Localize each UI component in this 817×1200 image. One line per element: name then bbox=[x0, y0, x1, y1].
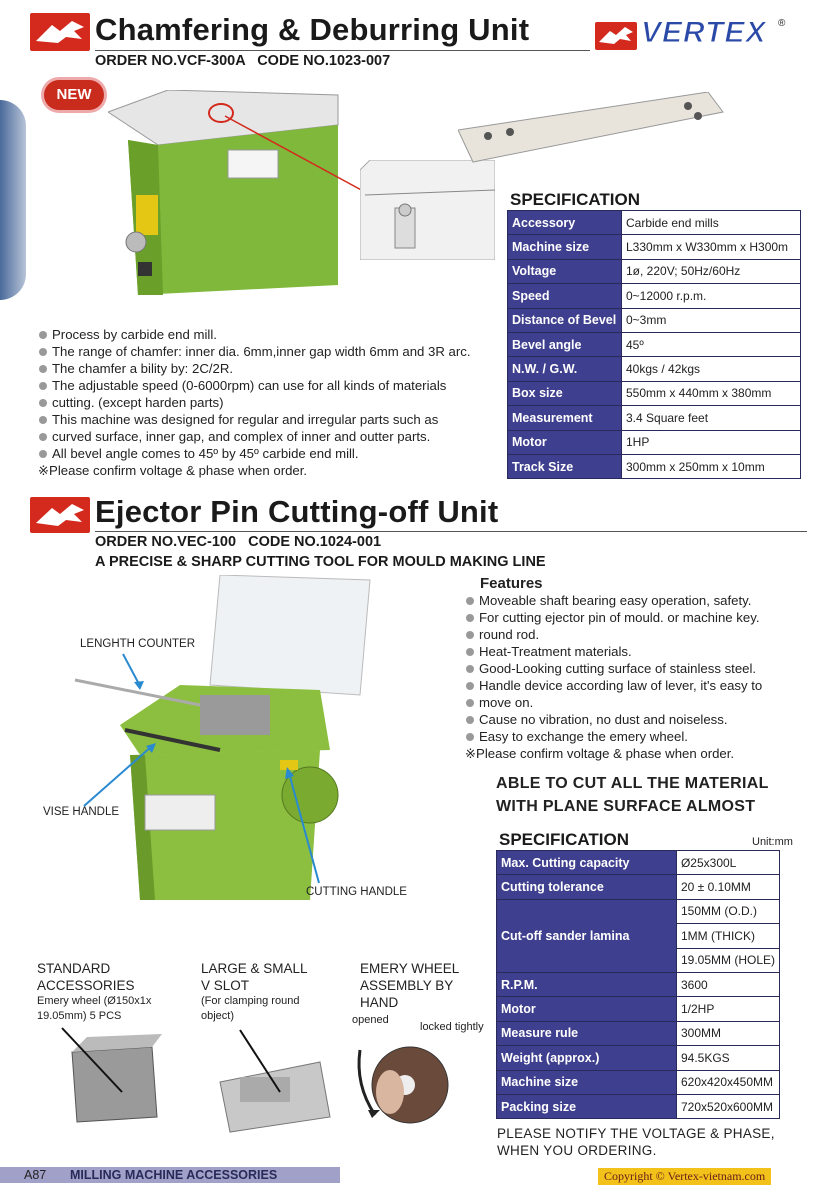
emery-title-1: EMERY WHEEL bbox=[360, 961, 460, 976]
spec-value: 0~12000 r.p.m. bbox=[622, 284, 801, 308]
features-list bbox=[465, 592, 810, 762]
spec-value: Carbide end mills bbox=[622, 211, 801, 235]
table-row bbox=[508, 454, 801, 478]
notify-line-1: PLEASE NOTIFY THE VOLTAGE & PHASE, bbox=[497, 1126, 775, 1141]
spec-value: 1/2HP bbox=[676, 997, 779, 1021]
table-row bbox=[497, 1070, 780, 1094]
table-row bbox=[508, 381, 801, 405]
table-row bbox=[508, 259, 801, 283]
table-row bbox=[497, 972, 780, 996]
vertex-logo-text: VERTEX bbox=[641, 16, 767, 49]
spec-value: 1ø, 220V; 50Hz/60Hz bbox=[622, 259, 801, 283]
spec-key: Machine size bbox=[508, 235, 622, 259]
spec-value: 20 ± 0.10MM bbox=[676, 875, 779, 899]
spec-key: N.W. / G.W. bbox=[508, 357, 622, 381]
length-counter-label: LENGHTH COUNTER bbox=[80, 638, 196, 650]
able-line-2: WITH PLANE SURFACE ALMOST bbox=[496, 798, 756, 815]
section2-order-line: ORDER NO.VEC-100 CODE NO.1024-001 bbox=[95, 534, 382, 550]
list-item: Moveable shaft bearing easy operation, safety. bbox=[465, 592, 810, 609]
opened-label: opened bbox=[352, 1014, 389, 1026]
emery-wheel-accessory bbox=[360, 960, 490, 1011]
left-edge-decoration bbox=[0, 100, 26, 300]
spec-key: R.P.M. bbox=[497, 972, 677, 996]
table-row bbox=[508, 211, 801, 235]
spec-value: 40kgs / 42kgs bbox=[622, 357, 801, 381]
list-item: All bevel angle comes to 45º by 45º carbide end mill. bbox=[38, 445, 508, 462]
zoom-inset-image bbox=[360, 160, 495, 260]
vslot-title-1: LARGE & SMALL bbox=[201, 961, 308, 976]
table-row bbox=[508, 406, 801, 430]
std-title-1: STANDARD bbox=[37, 961, 111, 976]
spec-value: 620x420x450MM bbox=[676, 1070, 779, 1094]
list-item: The range of chamfer: inner dia. 6mm,inner gap width 6mm and 3R arc. bbox=[38, 343, 508, 360]
spec-value: 300MM bbox=[676, 1021, 779, 1045]
spec-key: Cutting tolerance bbox=[497, 875, 677, 899]
list-item-cont: move on. bbox=[465, 694, 810, 711]
spec-value: 0~3mm bbox=[622, 308, 801, 332]
vslot-sub-1: (For clamping round bbox=[201, 995, 300, 1007]
table-row bbox=[497, 1046, 780, 1070]
spec-key: Bevel angle bbox=[508, 332, 622, 356]
emery-wheel-image bbox=[350, 1030, 460, 1140]
brand-eagle-logo-1 bbox=[30, 13, 90, 51]
spec-key: Packing size bbox=[497, 1094, 677, 1118]
table-row bbox=[497, 899, 780, 923]
spec-key: Weight (approx.) bbox=[497, 1046, 677, 1070]
std-sub-1: Emery wheel (Ø150x1x bbox=[37, 995, 152, 1007]
spec-key: Distance of Bevel bbox=[508, 308, 622, 332]
spec-key: Motor bbox=[508, 430, 622, 454]
list-item: For cutting ejector pin of mould. or machine key. bbox=[465, 609, 810, 626]
spec-value: L330mm x W330mm x H300m bbox=[622, 235, 801, 259]
section1-bullets bbox=[38, 326, 508, 479]
cutting-handle-arrow bbox=[283, 765, 323, 885]
list-item-cont: Good-Looking cutting surface of stainless steel. bbox=[465, 660, 810, 677]
vslot-image bbox=[200, 1022, 340, 1142]
spec-key: Accessory bbox=[508, 211, 622, 235]
copyright: Copyright © Vertex-vietnam.com bbox=[598, 1168, 771, 1185]
footer-page-number: A87 bbox=[24, 1168, 47, 1182]
unit-label: Unit:mm bbox=[752, 836, 793, 848]
spec-value: 19.05MM (HOLE) bbox=[676, 948, 779, 972]
brand-eagle-logo-2 bbox=[30, 497, 90, 533]
table-row bbox=[508, 235, 801, 259]
section1-spec-table bbox=[507, 210, 801, 479]
spec-value: 720x520x600MM bbox=[676, 1094, 779, 1118]
table-row bbox=[508, 357, 801, 381]
list-item: The chamfer a bility by: 2C/2R. bbox=[38, 360, 508, 377]
spec-key: Speed bbox=[508, 284, 622, 308]
table-row bbox=[508, 332, 801, 356]
section2-spec-title: SPECIFICATION bbox=[499, 830, 630, 849]
spec-key: Track Size bbox=[508, 454, 622, 478]
spec-key: Machine size bbox=[497, 1070, 677, 1094]
table-row bbox=[497, 1021, 780, 1045]
spec-value: 1HP bbox=[622, 430, 801, 454]
footer-section: MILLING MACHINE ACCESSORIES bbox=[70, 1168, 278, 1182]
new-badge: NEW bbox=[44, 80, 104, 110]
spec-key: Cut-off sander lamina bbox=[497, 899, 677, 972]
std-title-2: ACCESSORIES bbox=[37, 978, 135, 993]
emery-title-2: ASSEMBLY BY bbox=[360, 978, 454, 993]
section2-tagline: A PRECISE & SHARP CUTTING TOOL FOR MOULD MAKING LINE bbox=[95, 554, 546, 570]
cutting-handle-label: CUTTING HANDLE bbox=[306, 886, 407, 898]
zoom-pointer-line bbox=[215, 110, 375, 200]
length-counter-arrow bbox=[120, 652, 150, 692]
list-item: Handle device according law of lever, it's easy to bbox=[465, 677, 810, 694]
list-item-cont: curved surface, inner gap, and complex of inner and outter parts. bbox=[38, 428, 508, 445]
spec-value: 3600 bbox=[676, 972, 779, 996]
list-item-cont: round rod. bbox=[465, 626, 810, 643]
vertex-logo bbox=[595, 18, 790, 56]
table-row bbox=[497, 997, 780, 1021]
list-item: The adjustable speed (0-6000rpm) can use for all kinds of materials bbox=[38, 377, 508, 394]
section1-rule bbox=[95, 50, 590, 51]
list-item-cont: cutting. (except harden parts) bbox=[38, 394, 508, 411]
vise-handle-arrow bbox=[80, 740, 160, 810]
std-sub-2: 19.05mm) 5 PCS bbox=[37, 1010, 122, 1022]
vslot-accessory bbox=[201, 960, 361, 1024]
list-item: Easy to exchange the emery wheel. bbox=[465, 728, 810, 745]
features-title: Features bbox=[480, 575, 543, 592]
table-row bbox=[497, 1094, 780, 1118]
notify-line-2: WHEN YOU ORDERING. bbox=[497, 1143, 657, 1158]
section2-title: Ejector Pin Cutting-off Unit bbox=[95, 494, 499, 529]
spec-key: Box size bbox=[508, 381, 622, 405]
table-row bbox=[497, 875, 780, 899]
spec-value: 3.4 Square feet bbox=[622, 406, 801, 430]
spec-value: 300mm x 250mm x 10mm bbox=[622, 454, 801, 478]
spec-key: Max. Cutting capacity bbox=[497, 851, 677, 875]
registered-mark: ® bbox=[778, 18, 786, 29]
spec-key: Voltage bbox=[508, 259, 622, 283]
vslot-sub-2: object) bbox=[201, 1010, 235, 1022]
table-row bbox=[508, 430, 801, 454]
able-line-1: ABLE TO CUT ALL THE MATERIAL bbox=[496, 775, 769, 792]
spec-key: Motor bbox=[497, 997, 677, 1021]
spec-value: 1MM (THICK) bbox=[676, 924, 779, 948]
list-item: Cause no vibration, no dust and noiseless. bbox=[465, 711, 810, 728]
spec-value: 45º bbox=[622, 332, 801, 356]
spec-value: 94.5KGS bbox=[676, 1046, 779, 1070]
vise-handle-label: VISE HANDLE bbox=[43, 806, 120, 818]
spec-key: Measure rule bbox=[497, 1021, 677, 1045]
list-item: This machine was designed for regular and irregular parts such as bbox=[38, 411, 508, 428]
spec-value: 150MM (O.D.) bbox=[676, 899, 779, 923]
table-row bbox=[508, 284, 801, 308]
spec-key: Measurement bbox=[508, 406, 622, 430]
section2-spec-table bbox=[496, 850, 780, 1119]
table-row bbox=[497, 851, 780, 875]
section2-note: ※Please confirm voltage & phase when order. bbox=[465, 746, 735, 761]
section1-spec-title: SPECIFICATION bbox=[510, 190, 641, 209]
locked-label: locked tightly bbox=[420, 1021, 484, 1033]
section1-note: ※Please confirm voltage & phase when order. bbox=[38, 463, 308, 478]
standard-accessories-image bbox=[42, 1022, 182, 1142]
spec-value: 550mm x 440mm x 380mm bbox=[622, 381, 801, 405]
section1-order-line: ORDER NO.VCF-300A CODE NO.1023-007 bbox=[95, 53, 391, 69]
vertex-logo-eagle-icon bbox=[595, 22, 637, 50]
standard-accessories bbox=[37, 960, 197, 1024]
table-row bbox=[508, 308, 801, 332]
list-item: Heat-Treatment materials. bbox=[465, 643, 810, 660]
section1-title: Chamfering & Deburring Unit bbox=[95, 12, 530, 47]
list-item: Process by carbide end mill. bbox=[38, 326, 508, 343]
sample-part-image bbox=[458, 92, 728, 172]
section2-rule bbox=[95, 531, 807, 532]
spec-value: Ø25x300L bbox=[676, 851, 779, 875]
vslot-title-2: V SLOT bbox=[201, 978, 250, 993]
emery-title-3: HAND bbox=[360, 995, 399, 1010]
